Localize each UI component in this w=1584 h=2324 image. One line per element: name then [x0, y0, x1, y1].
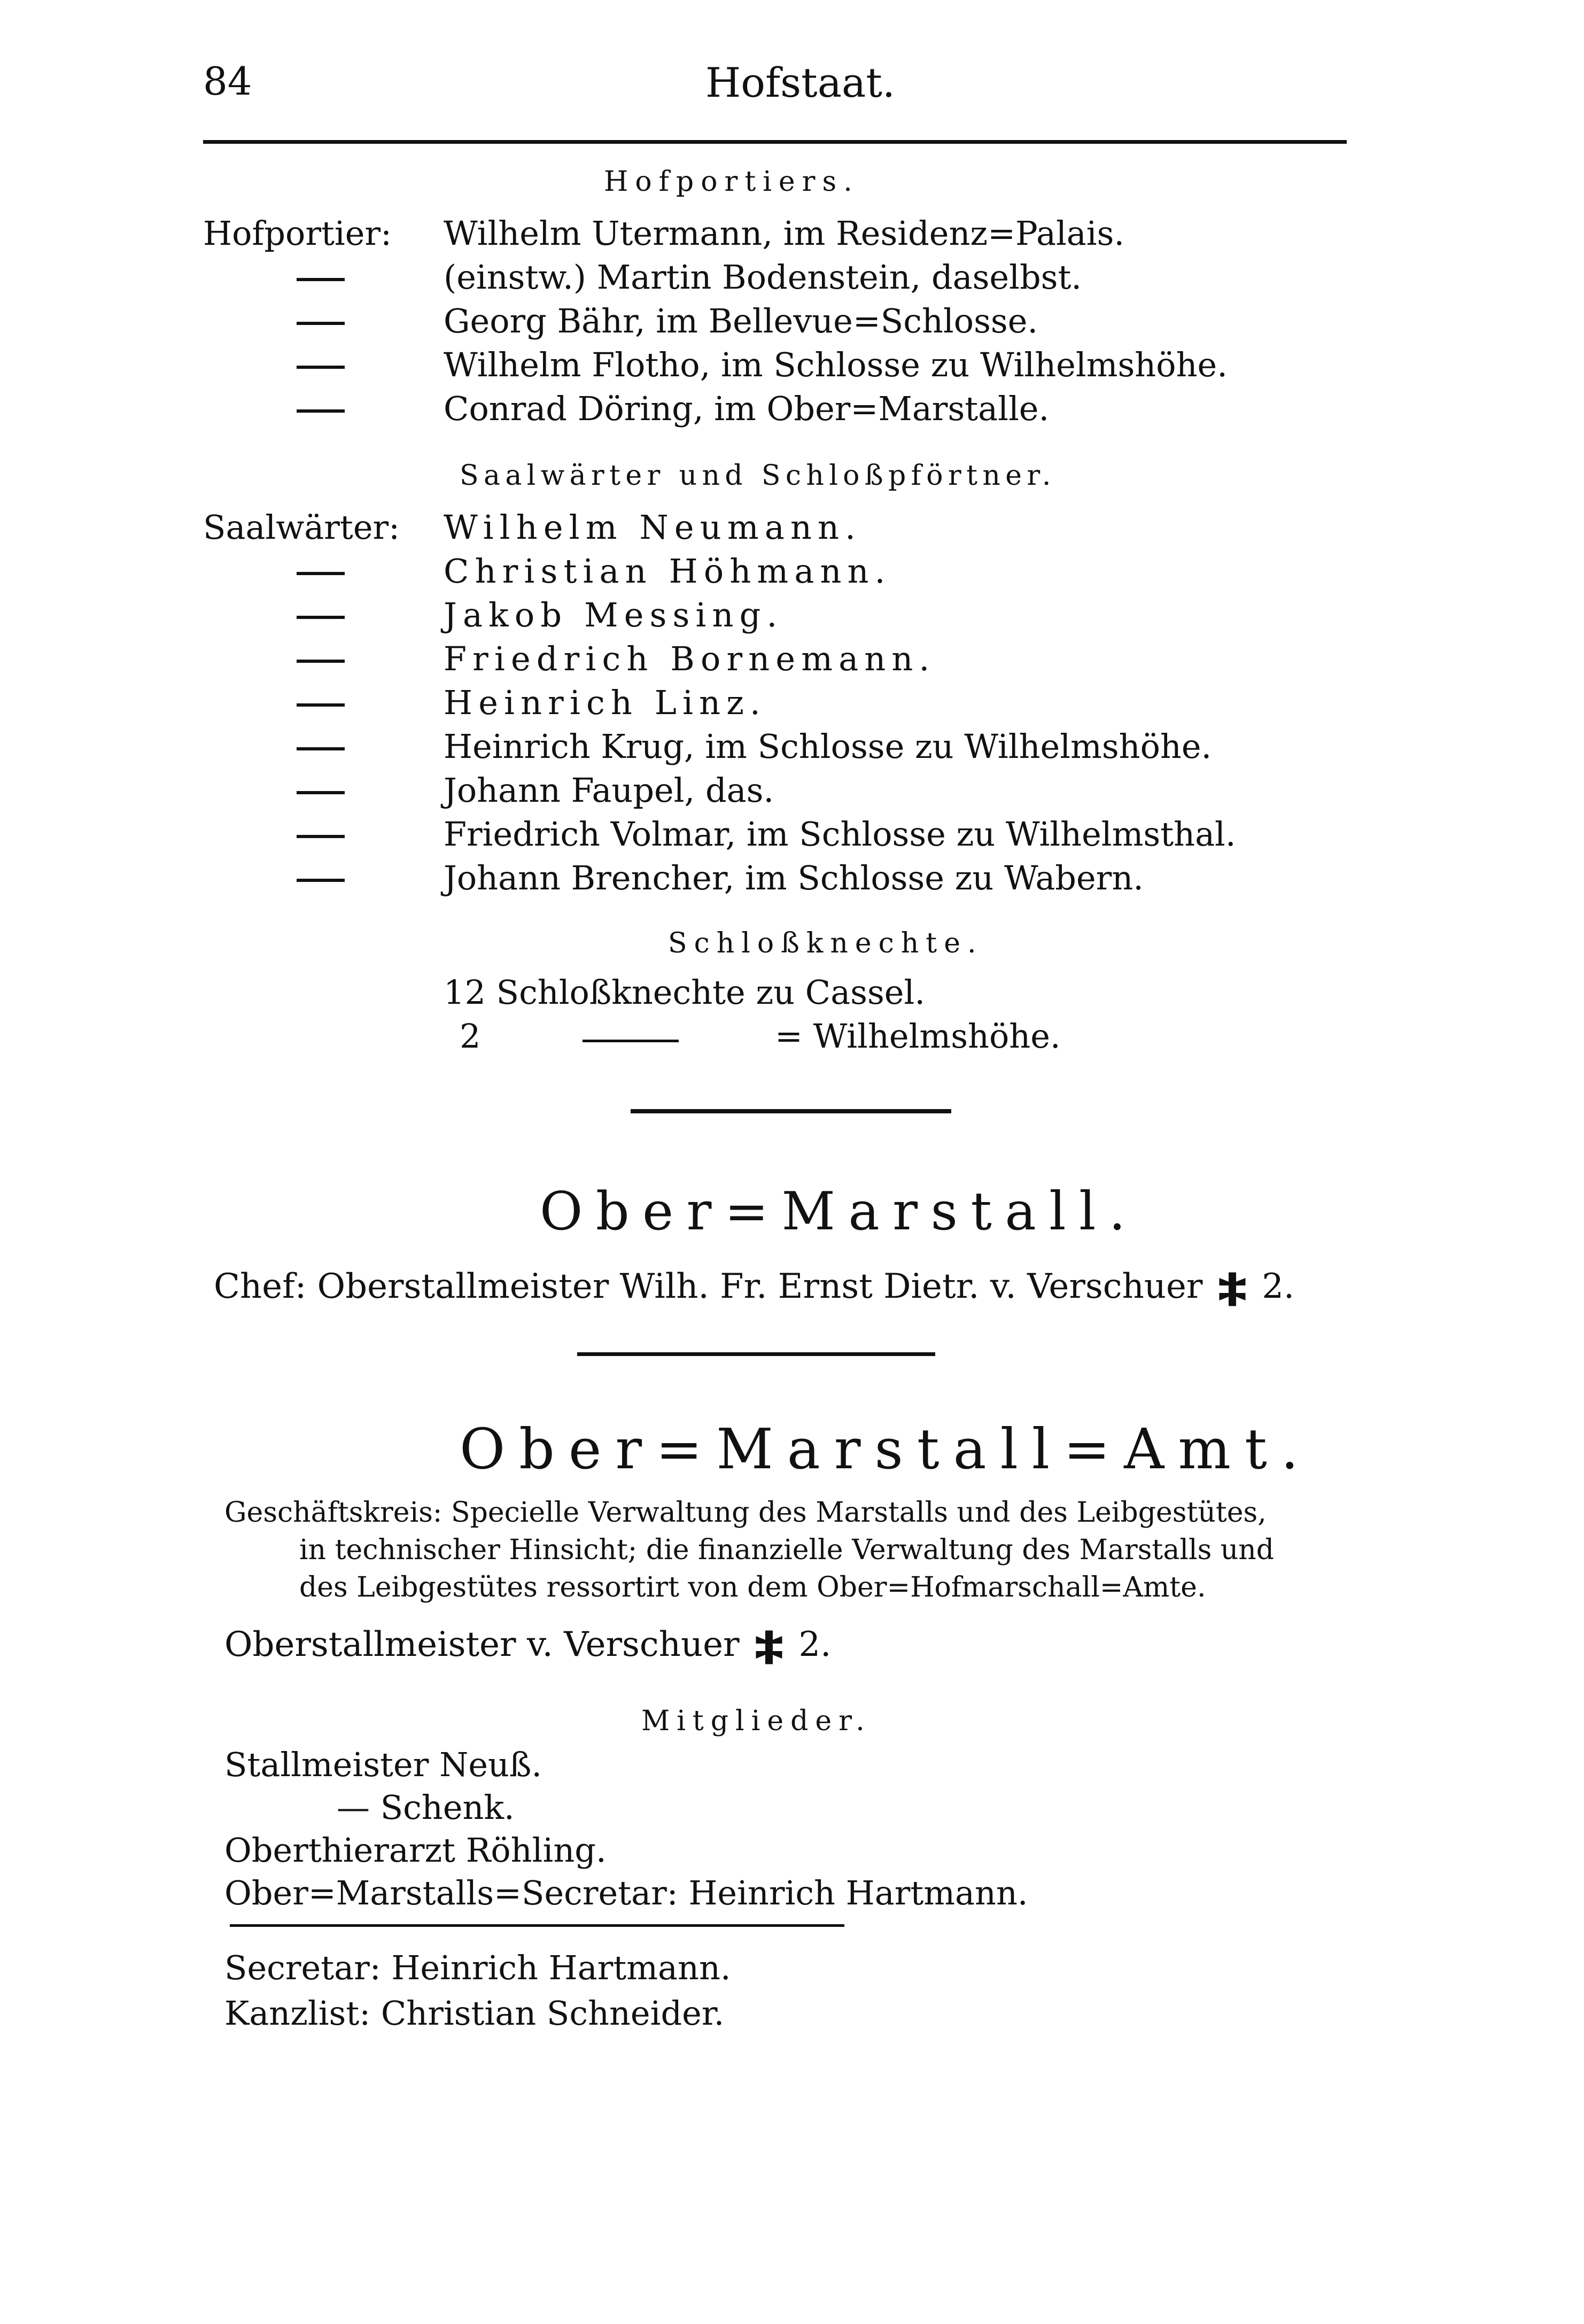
row-label: Hofportier:	[203, 214, 392, 253]
ditto-dash	[297, 572, 345, 575]
section-divider	[230, 1924, 844, 1927]
section-heading-saalwaerter: Saalwärter und Schloßpförtner.	[460, 460, 1056, 492]
page-number: 84	[203, 59, 252, 104]
list-item	[0, 389, 1584, 437]
list-item	[0, 727, 1584, 775]
section-divider	[577, 1352, 935, 1356]
row-label: Saalwärter:	[203, 508, 400, 547]
mitglied-item: Ober=Marstalls=Secretar: Heinrich Hartmann.	[224, 1873, 1028, 1912]
ober-marstall-chef	[214, 1267, 1294, 1308]
section-heading-hofportiers: Hofportiers.	[604, 166, 859, 198]
chef-suffix: 2.	[1262, 1267, 1295, 1306]
row-text: Friedrich Bornemann.	[444, 639, 936, 678]
row-text: Wilhelm Neumann.	[444, 508, 862, 547]
ditto-dash	[297, 660, 345, 663]
schlossknechte-line-1: 12 Schloßknechte zu Cassel.	[444, 973, 926, 1012]
ditto-dash	[297, 791, 345, 794]
list-item	[0, 683, 1584, 731]
schlossknechte-line-2-number: 2	[460, 1017, 481, 1056]
mitglieder-heading: Mitglieder.	[641, 1705, 872, 1737]
row-text: Heinrich Linz.	[444, 683, 766, 722]
chef-text: Chef: Oberstallmeister Wilh. Fr. Ernst Dietr. v. Verschuer	[214, 1267, 1203, 1306]
row-text: Wilhelm Utermann, im Residenz=Palais.	[444, 214, 1125, 253]
row-text: Jakob Messing.	[444, 595, 783, 634]
list-item	[0, 815, 1584, 863]
ditto-dash	[297, 879, 345, 882]
ditto-dash	[297, 835, 345, 838]
row-text: Georg Bähr, im Bellevue=Schlosse.	[444, 301, 1038, 340]
mitglied-item: — Schenk.	[337, 1788, 515, 1827]
list-item	[0, 639, 1584, 687]
ditto-rule	[583, 1040, 679, 1042]
row-text: Conrad Döring, im Ober=Marstalle.	[444, 389, 1050, 428]
list-item	[0, 508, 1584, 556]
list-item	[0, 345, 1584, 393]
schlossknechte-line-2-text: = Wilhelmshöhe.	[775, 1017, 1061, 1056]
cross-order-icon	[750, 1629, 788, 1666]
row-text: Heinrich Krug, im Schlosse zu Wilhelmshöhe.	[444, 727, 1212, 766]
cross-order-icon	[1214, 1271, 1251, 1308]
row-text: Wilhelm Flotho, im Schlosse zu Wilhelmshöhe.	[444, 345, 1228, 384]
oberstallmeister-text: Oberstallmeister v. Verschuer	[224, 1625, 740, 1664]
list-item	[0, 595, 1584, 644]
ditto-dash	[297, 409, 345, 413]
staff-item: Kanzlist: Christian Schneider.	[224, 1994, 725, 2033]
ditto-dash	[297, 616, 345, 619]
row-text: (einstw.) Martin Bodenstein, daselbst.	[444, 258, 1082, 297]
row-text: Johann Brencher, im Schlosse zu Wabern.	[444, 858, 1144, 897]
staff-item: Secretar: Heinrich Hartmann.	[224, 1948, 731, 1987]
ditto-dash	[297, 322, 345, 325]
ditto-dash	[297, 703, 345, 707]
running-title: Hofstaat.	[705, 59, 896, 106]
mitglied-item: Stallmeister Neuß.	[224, 1745, 542, 1784]
mitglied-item: Oberthierarzt Röhling.	[224, 1831, 607, 1870]
list-item	[0, 771, 1584, 819]
geschaeftskreis-line: in technischer Hinsicht; die finanzielle Verwaltung des Marstalls und	[299, 1534, 1275, 1566]
list-item	[0, 214, 1584, 262]
ditto-dash	[297, 747, 345, 750]
list-item	[0, 301, 1584, 350]
header-rule	[203, 140, 1347, 144]
oberstallmeister-suffix: 2.	[798, 1625, 832, 1664]
row-text: Christian Höhmann.	[444, 552, 891, 591]
section-heading-schlossknechte: Schloßknechte.	[668, 927, 983, 959]
oberstallmeister-line	[224, 1625, 831, 1666]
list-item	[0, 858, 1584, 907]
section-divider	[631, 1109, 951, 1113]
ober-marstall-title: Ober=Marstall.	[540, 1181, 1139, 1242]
list-item	[0, 258, 1584, 306]
ober-marstall-amt-title: Ober=Marstall=Amt.	[460, 1416, 1313, 1482]
row-text: Friedrich Volmar, im Schlosse zu Wilhelmsthal.	[444, 815, 1236, 854]
ditto-dash	[297, 278, 345, 281]
geschaeftskreis-line: Geschäftskreis: Specielle Verwaltung des Marstalls und des Leibgestütes,	[224, 1497, 1267, 1529]
row-text: Johann Faupel, das.	[444, 771, 774, 810]
ditto-dash	[297, 366, 345, 369]
geschaeftskreis-line: des Leibgestütes ressortirt von dem Ober=Hofmarschall=Amte.	[299, 1571, 1206, 1603]
list-item	[0, 552, 1584, 600]
